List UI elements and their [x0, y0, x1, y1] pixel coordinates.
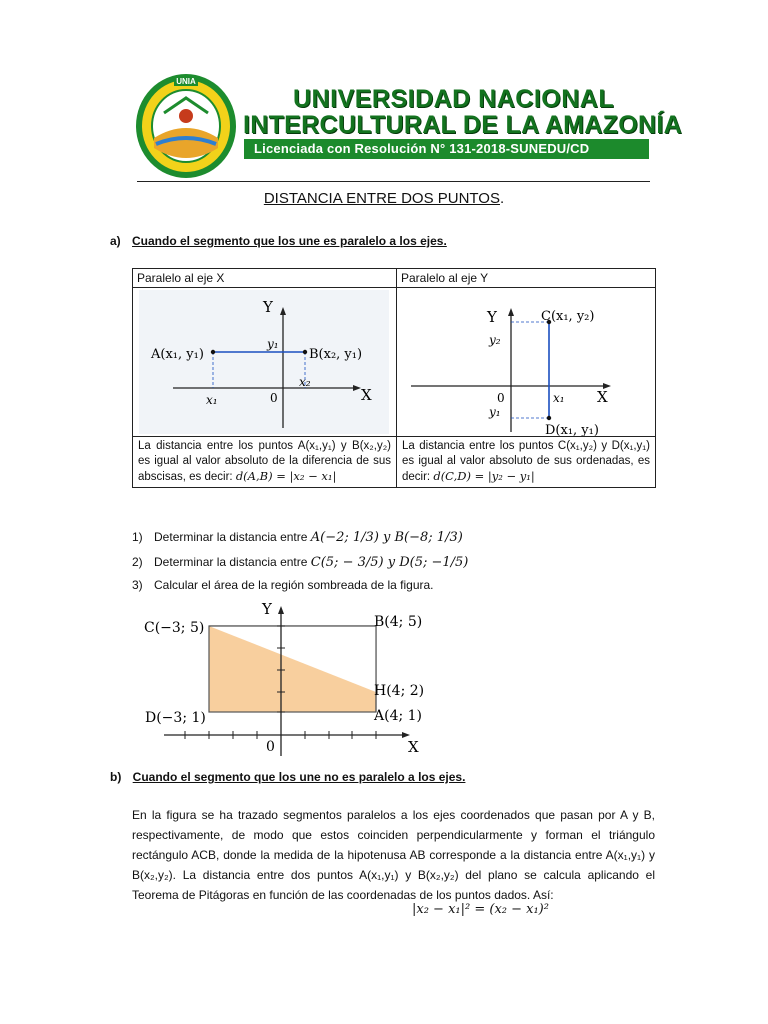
y1-label: y₁	[267, 337, 279, 351]
col1-description-cell	[133, 437, 397, 488]
y-axis-arrow	[508, 308, 514, 316]
point-b-label: B(4; 5)	[374, 614, 423, 630]
shaded-region-figure	[138, 600, 438, 758]
origin-label: 0	[266, 739, 275, 755]
origin-label: 0	[270, 391, 278, 405]
origin-label: 0	[497, 391, 505, 405]
y2-label: y₂	[489, 333, 501, 347]
point-a	[211, 350, 215, 354]
col1-formula: d(A,B) = |x₂ − x₁|	[235, 469, 337, 483]
license-banner: Licenciada con Resolución N° 131-2018-SUNEDU/CD	[244, 139, 649, 159]
point-d-label: D(x₁, y₁)	[545, 423, 599, 436]
point-d-label: D(−3; 1)	[145, 710, 206, 726]
header-divider	[137, 181, 650, 182]
logo-text: UNIA	[176, 77, 196, 86]
exercise-text: Determinar la distancia entre	[154, 530, 311, 544]
col2-description	[397, 437, 655, 487]
x2-label: x₂	[299, 375, 311, 389]
title-text: DISTANCIA ENTRE DOS PUNTOS	[263, 190, 500, 207]
university-name-line2: INTERCULTURAL DE LA AMAZONÍA	[243, 111, 682, 139]
exercise-2	[132, 555, 468, 570]
table-header-cell	[397, 269, 656, 288]
university-logo	[134, 68, 238, 180]
title-period: .	[499, 190, 505, 207]
fig-parallel-x	[133, 288, 395, 436]
section-b-marker: b)	[110, 770, 122, 784]
table-header-cell	[133, 269, 397, 288]
y-axis-arrow	[278, 606, 284, 614]
section-a-heading	[110, 234, 447, 248]
exercise-number: 3)	[132, 578, 143, 592]
point-h-label: H(4; 2)	[374, 683, 425, 699]
y-axis-label: Y	[262, 600, 272, 618]
exercise-text: Calcular el área de la región sombreada de la figura.	[154, 578, 434, 592]
x-axis-label: X	[408, 738, 419, 756]
exercise-math: C(5; − 3/5) y D(5; −1/5)	[310, 555, 469, 570]
col2-desc-text: La distancia entre los puntos C(x₁,y₂) y D(x₁,y₁) es igual al valor absoluto de sus ordenadas, es decir:	[402, 440, 650, 483]
section-b-title: Cuando el segmento que los une no es paralelo a los ejes.	[132, 770, 466, 784]
point-c-label: C(x₁, y₂)	[541, 309, 595, 324]
x-axis-label: X	[361, 386, 372, 404]
section-b-heading	[110, 770, 465, 784]
y-axis-label: Y	[263, 298, 273, 316]
section-a-marker: a)	[110, 234, 121, 248]
exercise-number: 1)	[132, 530, 143, 544]
section-a-title: Cuando el segmento que los une es paralelo a los ejes.	[132, 234, 447, 248]
fig1-cell	[133, 288, 397, 437]
exercise-number: 2)	[132, 555, 143, 569]
point-c-label: C(−3; 5)	[144, 620, 205, 636]
col2-description-cell	[397, 437, 656, 488]
exercise-text: Determinar la distancia entre	[154, 555, 311, 569]
x-axis-label: X	[597, 388, 608, 406]
page-title	[0, 190, 768, 207]
point-a-label: A(x₁, y₁)	[151, 347, 204, 362]
col1-header: Paralelo al eje X	[137, 271, 225, 285]
point-b	[303, 350, 307, 354]
col1-description	[133, 437, 396, 487]
col2-formula: d(C,D) = |y₂ − y₁|	[433, 469, 535, 483]
col2-header: Paralelo al eje Y	[401, 271, 489, 285]
section-b-paragraph: En la figura se ha trazado segmentos paralelos a los ejes coordenados que pasan por A y B, respectivamente, de modo que estos coinciden perpendicularmente y forman el triángulo rectángulo ACB, donde la medida de la hipotenusa AB corresponde a la distancia entre A(x₁,y₁) y B(x₂,y₂). La distancia entre dos puntos A(x₁,y₁) y B(x₂,y₂) del plano se calcula aplicando el Teorema de Pitágoras en función de las coordenadas de los puntos dados. Así:	[132, 808, 655, 902]
y-axis-label: Y	[487, 308, 497, 326]
col1-desc-text: La distancia entre los puntos A(x₁,y₁) y B(x₂,y₂) es igual al valor absoluto de la diferencia de sus abscisas, es decir:	[138, 440, 391, 483]
x1-label: x₁	[553, 391, 565, 405]
point-b-label: B(x₂, y₁)	[309, 347, 363, 362]
point-d	[547, 416, 551, 420]
university-name-line1: UNIVERSIDAD NACIONAL	[293, 85, 615, 113]
exercise-1	[132, 530, 463, 545]
y1-label: y₁	[489, 405, 501, 419]
parallel-axes-table	[132, 268, 656, 488]
point-a-label: A(4; 1)	[374, 708, 423, 724]
exercise-math: A(−2; 1/3) y B(−8; 1/3)	[310, 530, 463, 545]
pythagoras-formula: |x₂ − x₁|² = (x₂ − x₁)²	[412, 902, 549, 917]
exercise-3	[132, 578, 434, 592]
fig-parallel-y	[397, 288, 655, 436]
x1-label: x₁	[206, 393, 218, 407]
fig2-cell	[397, 288, 656, 437]
